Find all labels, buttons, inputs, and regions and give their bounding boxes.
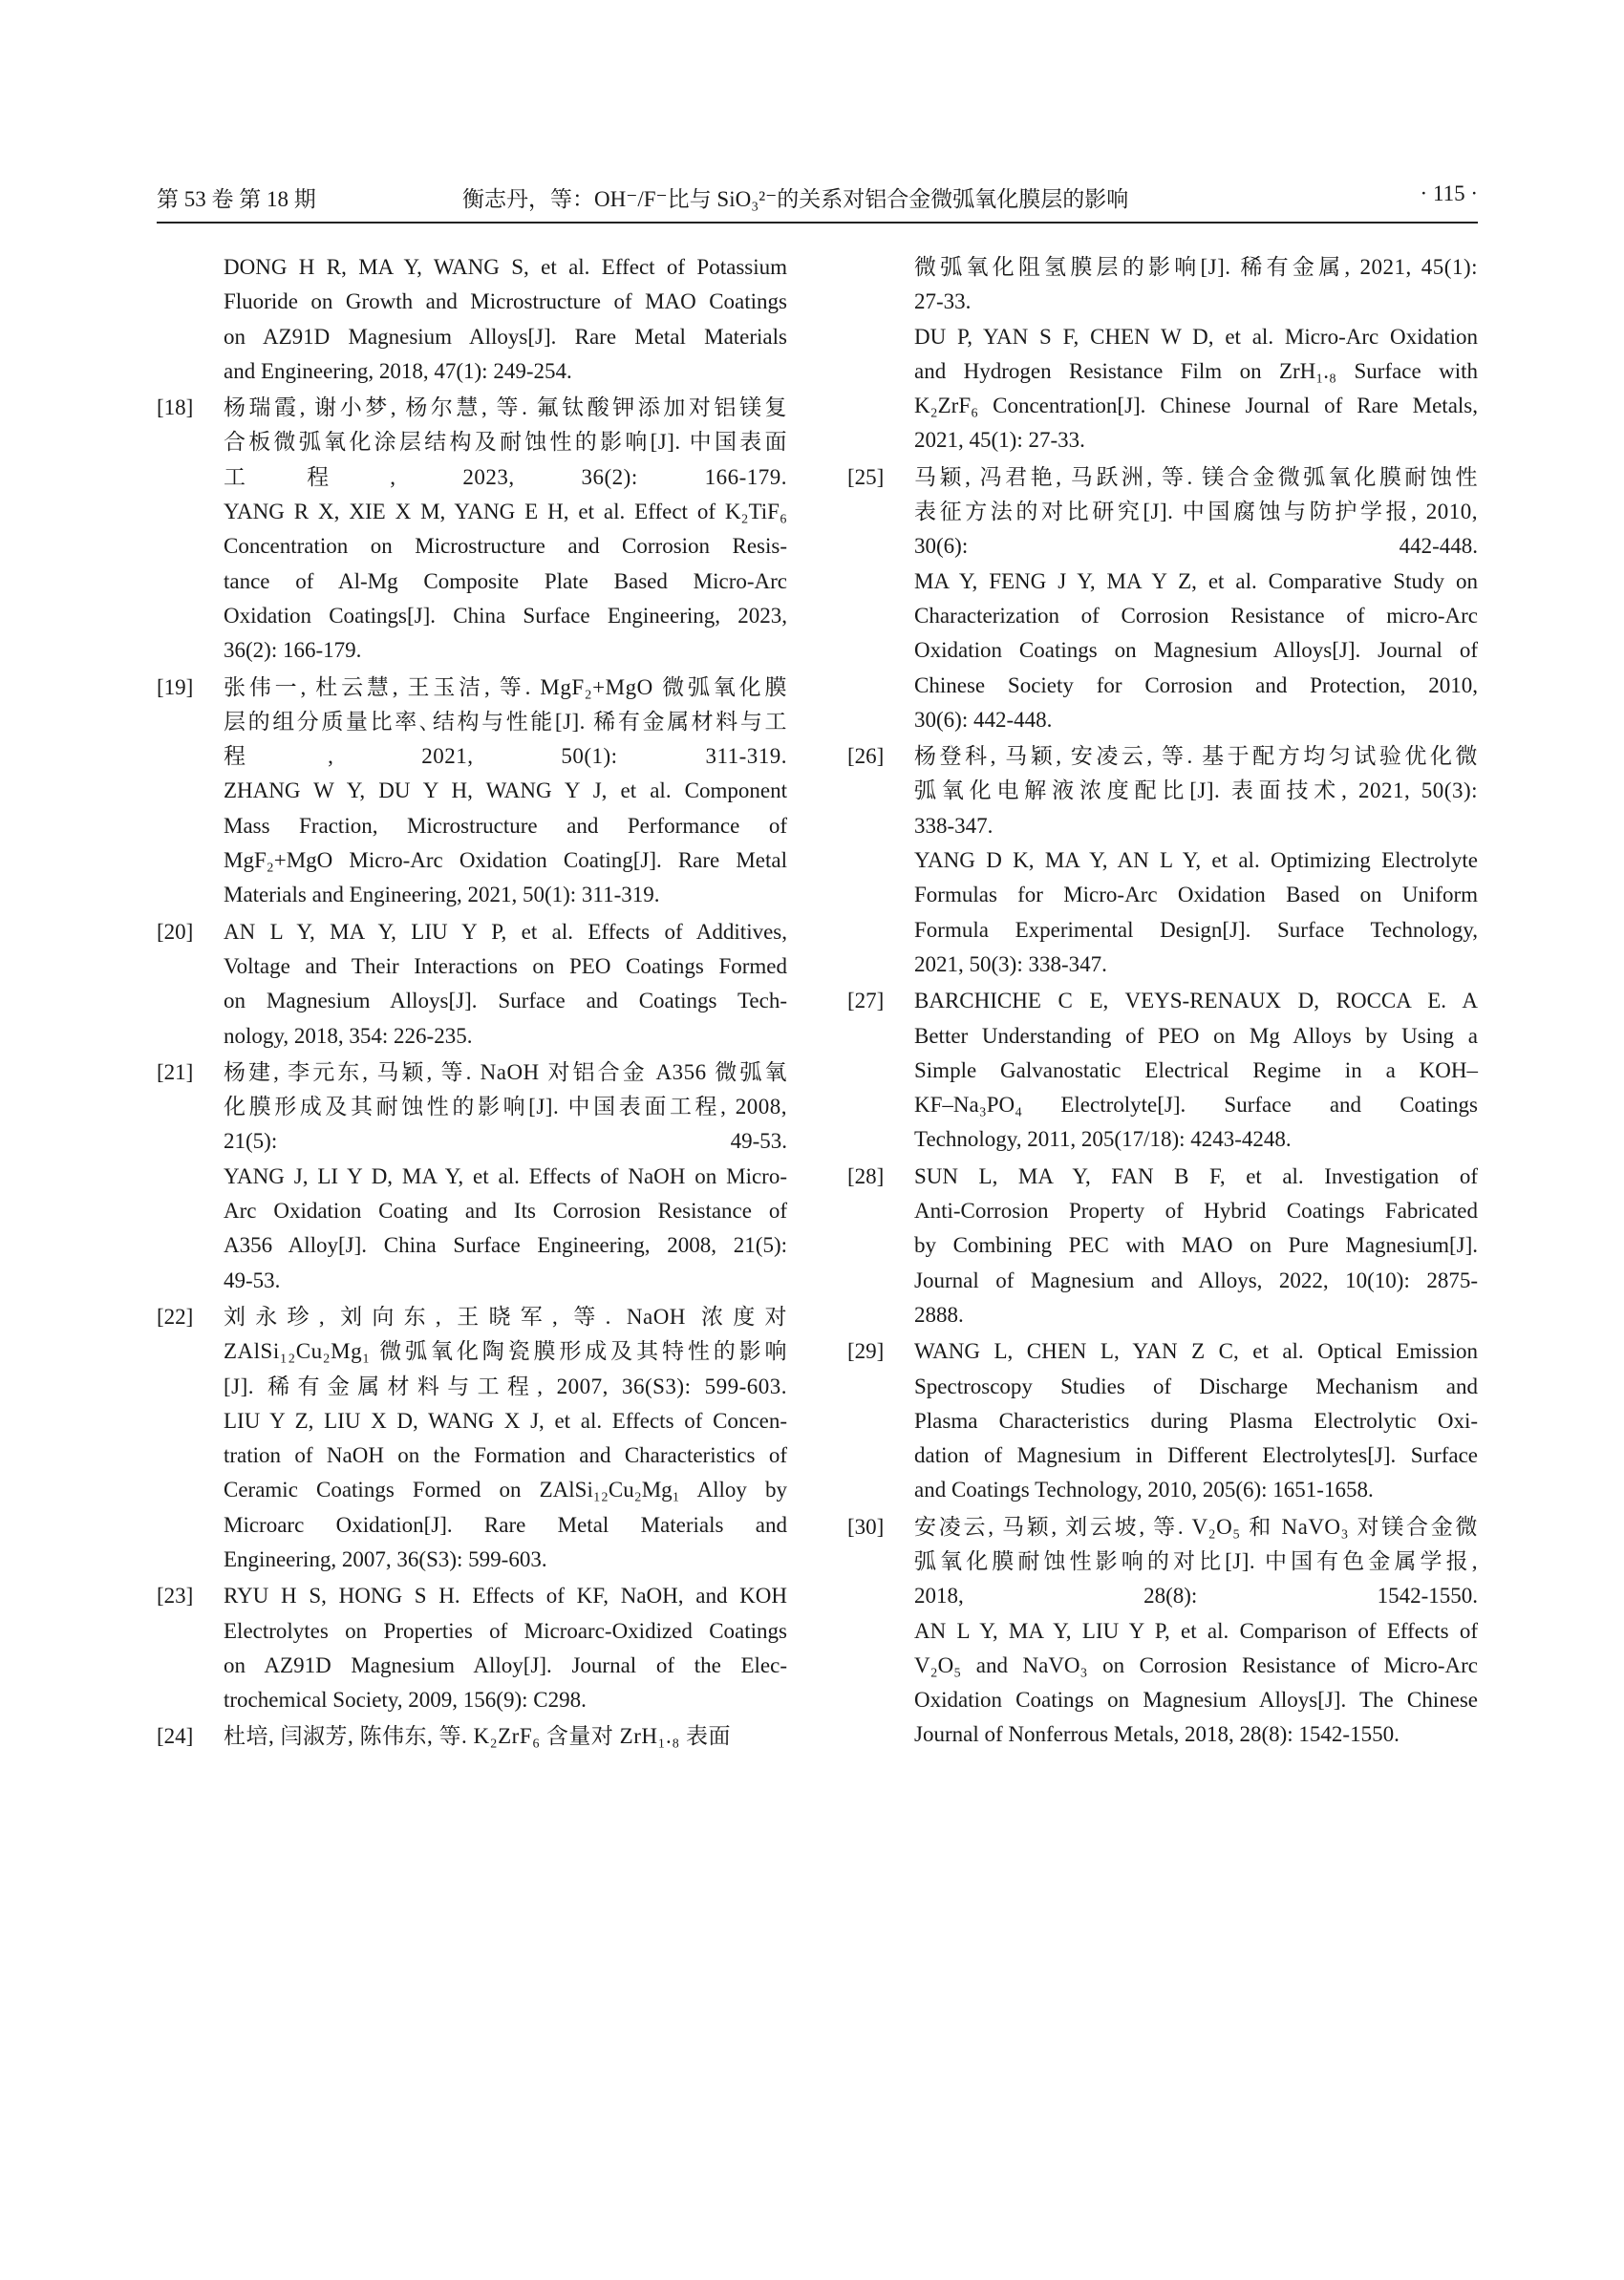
reference-entry (847, 1334, 1478, 1507)
right-column (847, 250, 1478, 1755)
running-header (157, 178, 1478, 224)
reference-line: 程, 2021, 50(1): 311-319. (224, 744, 787, 769)
reference-line: Electrolytes on Properties of Microarc-Oxidized Coatings (224, 1618, 787, 1643)
reference-entry (157, 915, 787, 1054)
reference-line: 30(6): 442-448. (914, 707, 1053, 732)
reference-number: [20] (157, 919, 194, 944)
reference-line: Technology, 2011, 205(17/18): 4243-4248. (914, 1127, 1292, 1152)
reference-line: YANG D K, MA Y, AN L Y, et al. Optimizing Electrolyte (914, 848, 1478, 873)
reference-line: 2018, 28(8): 1542-1550. (914, 1584, 1478, 1609)
reference-number: [22] (157, 1304, 194, 1329)
running-title: 衡志丹，等：OH⁻/F⁻比与 SiO₃²⁻的关系对铝合金微弧氧化膜层的影响 (462, 187, 1129, 211)
reference-entry (847, 250, 1478, 458)
reference-line: KF–Na₃PO₄ Electrolyte[J]. Surface and Coatings (914, 1093, 1478, 1118)
reference-line: Materials and Engineering, 2021, 50(1): 311-319. (224, 883, 660, 907)
reference-line: Oxidation Coatings on Magnesium Alloys[J]. Journal of (914, 638, 1478, 663)
reference-line: MA Y, FENG J Y, MA Y Z, et al. Comparative Study on (914, 568, 1478, 593)
reference-line: 安凌云, 马颖, 刘云坡, 等. V₂O₅ 和 NaVO₃ 对镁合金微 (914, 1514, 1478, 1539)
reference-number: [19] (157, 674, 194, 699)
reference-line: 杨建, 李元东, 马颖, 等. NaOH 对铝合金 A356 微弧氧 (224, 1059, 787, 1084)
reference-number: [26] (847, 744, 885, 769)
reference-line: A356 Alloy[J]. China Surface Engineering, 2008, 21(5): (224, 1233, 787, 1258)
reference-line: Formula Experimental Design[J]. Surface Technology, (914, 917, 1478, 942)
reference-line: and Hydrogen Resistance Film on ZrH₁.₈ Surface with (914, 358, 1478, 383)
reference-number: [28] (847, 1163, 885, 1188)
reference-number: [21] (157, 1059, 194, 1084)
reference-line: 化膜形成及其耐蚀性的影响[J]. 中国表面工程, 2008, (224, 1095, 787, 1119)
page-number: · 115 · (1420, 181, 1478, 205)
reference-line: 2021, 50(3): 338-347. (914, 951, 1107, 976)
reference-line: 合板微弧氧化涂层结构及耐蚀性的影响[J]. 中国表面 (224, 430, 787, 455)
reference-line: tance of Al-Mg Composite Plate Based Micro-Arc (224, 568, 787, 593)
reference-line: Voltage and Their Interactions on PEO Coatings Formed (224, 953, 787, 978)
reference-line: 49-53. (224, 1268, 281, 1292)
reference-entry (157, 250, 787, 389)
reference-line: Engineering, 2007, 36(S3): 599-603. (224, 1546, 547, 1571)
reference-entry (157, 1300, 787, 1577)
reference-line: Ceramic Coatings Formed on ZAlSi₁₂Cu₂Mg₁ Alloy by (224, 1478, 787, 1502)
reference-line: WANG L, CHEN L, YAN Z C, et al. Optical Emission (914, 1339, 1478, 1364)
reference-line: 弧氧化电解液浓度配比[J]. 表面技术, 2021, 50(3): (914, 778, 1478, 803)
reference-line: Oxidation Coatings on Magnesium Alloys[J]. The Chinese (914, 1688, 1478, 1713)
reference-line: on AZ91D Magnesium Alloys[J]. Rare Metal Materials (224, 324, 787, 349)
reference-entry (157, 671, 787, 913)
reference-line: Microarc Oxidation[J]. Rare Metal Materials and (224, 1512, 787, 1537)
reference-entry (847, 460, 1478, 737)
reference-line: 2888. (914, 1302, 964, 1327)
reference-line: Concentration on Microstructure and Corrosion Resis- (224, 534, 787, 559)
reference-line: Arc Oxidation Coating and Its Corrosion Resistance of (224, 1199, 787, 1224)
reference-line: AN L Y, MA Y, LIU Y P, et al. Comparison of Effects of (914, 1618, 1478, 1643)
reference-entry (847, 1510, 1478, 1753)
reference-line: SUN L, MA Y, FAN B F, et al. Investigation of (914, 1163, 1478, 1188)
reference-line: 杜培, 闫淑芳, 陈伟东, 等. K₂ZrF₆ 含量对 ZrH₁.₈ 表面 (224, 1724, 732, 1749)
reference-line: and Coatings Technology, 2010, 205(6): 1651-1658. (914, 1478, 1374, 1502)
reference-line: by Combining PEC with MAO on Pure Magnesium[J]. (914, 1233, 1478, 1258)
reference-line: ZAlSi₁₂Cu₂Mg₁ 微弧氧化陶瓷膜形成及其特性的影响 (224, 1339, 787, 1364)
reference-line: trochemical Society, 2009, 156(9): C298. (224, 1688, 587, 1713)
reference-line: YANG R X, XIE X M, YANG E H, et al. Effect of K₂TiF₆ (224, 500, 787, 524)
reference-line: dation of Magnesium in Different Electrolytes[J]. Surface (914, 1443, 1478, 1468)
reference-line: DU P, YAN S F, CHEN W D, et al. Micro-Arc Oxidation (914, 324, 1478, 349)
left-column (157, 250, 787, 1757)
reference-line: MgF₂+MgO Micro-Arc Oxidation Coating[J]. Rare Metal (224, 848, 787, 873)
reference-line: DONG H R, MA Y, WANG S, et al. Effect of Potassium (224, 255, 787, 279)
reference-entry (157, 1719, 787, 1754)
reference-line: Plasma Characteristics during Plasma Electrolytic Oxi- (914, 1408, 1478, 1433)
reference-line: 杨登科, 马颖, 安凌云, 等. 基于配方均匀试验优化微 (914, 744, 1478, 769)
volume-issue: 第 53 卷 第 18 期 (157, 187, 316, 211)
reference-line: Simple Galvanostatic Electrical Regime in a KOH– (914, 1057, 1478, 1082)
reference-line: Spectroscopy Studies of Discharge Mechanism and (914, 1374, 1478, 1398)
reference-line: 36(2): 166-179. (224, 638, 362, 663)
reference-line: Characterization of Corrosion Resistance of micro-Arc (914, 603, 1478, 628)
reference-entry (847, 984, 1478, 1157)
reference-line: Journal of Magnesium and Alloys, 2022, 10(10): 2875- (914, 1268, 1478, 1292)
reference-line: K₂ZrF₆ Concentration[J]. Chinese Journal of Rare Metals, (914, 394, 1478, 418)
reference-entry (157, 1055, 787, 1298)
reference-line: 马颖, 冯君艳, 马跃洲, 等. 镁合金微弧氧化膜耐蚀性 (914, 464, 1478, 489)
reference-line: 21(5): 49-53. (224, 1129, 787, 1154)
reference-line: RYU H S, HONG S H. Effects of KF, NaOH, and KOH (224, 1584, 787, 1609)
reference-line: 30(6): 442-448. (914, 534, 1478, 559)
reference-number: [30] (847, 1514, 885, 1539)
reference-line: LIU Y Z, LIU X D, WANG X J, et al. Effects of Concen- (224, 1408, 787, 1433)
reference-line: 层的组分质量比率､结构与性能[J]. 稀有金属材料与工 (224, 709, 787, 734)
reference-line: AN L Y, MA Y, LIU Y P, et al. Effects of Additives, (224, 919, 787, 944)
reference-line: 工程, 2023, 36(2): 166-179. (224, 464, 787, 489)
reference-number: [23] (157, 1584, 194, 1609)
reference-line: and Engineering, 2018, 47(1): 249-254. (224, 358, 572, 383)
reference-line: 微弧氧化阻氢膜层的影响[J]. 稀有金属, 2021, 45(1): (914, 255, 1478, 279)
reference-line: Journal of Nonferrous Metals, 2018, 28(8): 1542-1550. (914, 1722, 1400, 1747)
reference-line: 刘永珍, 刘向东, 王晓军, 等. NaOH 浓度对 (224, 1304, 787, 1329)
reference-number: [18] (157, 395, 194, 420)
reference-line: 27-33. (914, 289, 972, 314)
reference-line: 张伟一, 杜云慧, 王玉洁, 等. MgF₂+MgO 微弧氧化膜 (224, 674, 787, 699)
reference-line: on AZ91D Magnesium Alloy[J]. Journal of the Elec- (224, 1652, 787, 1677)
reference-line: Oxidation Coatings[J]. China Surface Engineering, 2023, (224, 603, 787, 628)
reference-line: Chinese Society for Corrosion and Protection, 2010, (914, 672, 1478, 697)
reference-line: 338-347. (914, 813, 994, 838)
reference-line: 杨瑞霞, 谢小梦, 杨尔慧, 等. 氟钛酸钾添加对铝镁复 (224, 395, 787, 420)
reference-line: on Magnesium Alloys[J]. Surface and Coatings Tech- (224, 989, 787, 1013)
reference-line: ZHANG W Y, DU Y H, WANG Y J, et al. Component (224, 778, 787, 803)
reference-entry (847, 1160, 1478, 1332)
reference-line: [J]. 稀有金属材料与工程, 2007, 36(S3): 599-603. (224, 1374, 787, 1398)
reference-line: 弧氧化膜耐蚀性影响的对比[J]. 中国有色金属学报, (914, 1548, 1478, 1573)
reference-entry (157, 391, 787, 668)
reference-line: nology, 2018, 354: 226-235. (224, 1023, 473, 1048)
reference-line: Formulas for Micro-Arc Oxidation Based on Uniform (914, 883, 1478, 907)
reference-number: [25] (847, 464, 885, 489)
reference-entry (157, 1579, 787, 1717)
reference-entry (847, 739, 1478, 982)
reference-line: Better Understanding of PEO on Mg Alloys by Using a (914, 1023, 1478, 1048)
reference-line: BARCHICHE C E, VEYS-RENAUX D, ROCCA E. A (914, 989, 1478, 1013)
reference-line: 2021, 45(1): 27-33. (914, 428, 1085, 453)
reference-number: [29] (847, 1339, 885, 1364)
reference-number: [24] (157, 1724, 194, 1749)
reference-line: Fluoride on Growth and Microstructure of MAO Coatings (224, 289, 787, 314)
reference-line: tration of NaOH on the Formation and Characteristics of (224, 1443, 787, 1468)
reference-line: Anti-Corrosion Property of Hybrid Coatings Fabricated (914, 1199, 1478, 1224)
reference-line: 表征方法的对比研究[J]. 中国腐蚀与防护学报, 2010, (914, 500, 1478, 524)
reference-line: Mass Fraction, Microstructure and Performance of (224, 813, 787, 838)
reference-line: YANG J, LI Y D, MA Y, et al. Effects of NaOH on Micro- (224, 1163, 787, 1188)
reference-number: [27] (847, 989, 885, 1013)
reference-line: V₂O₅ and NaVO₃ on Corrosion Resistance of Micro-Arc (914, 1652, 1478, 1677)
